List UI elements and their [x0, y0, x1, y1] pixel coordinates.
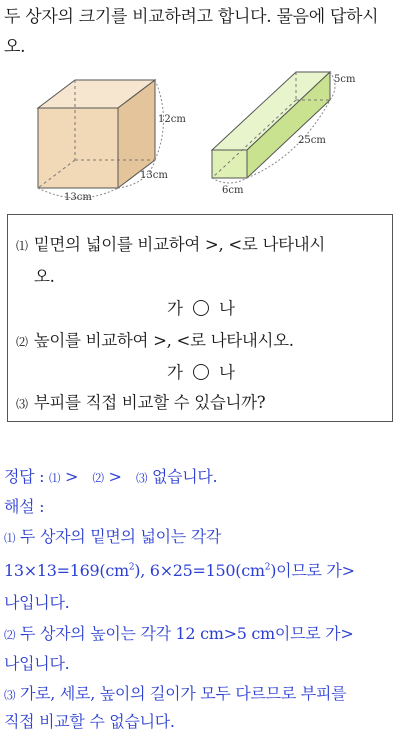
- explanation-1-sup-2: 2: [264, 562, 271, 573]
- box-b-width-label: 6cm: [222, 185, 244, 196]
- explanation-1-number: ⑴: [4, 531, 16, 545]
- answer-3: 없습니다.: [151, 467, 218, 486]
- question-2-left: 가: [167, 363, 183, 382]
- explanation-2-line-2: 나입니다.: [4, 654, 70, 673]
- explanation-2-text: 두 상자의 높이는 각각 12 cm>5 cm이므로 가>: [20, 624, 354, 643]
- answer-1: >: [65, 467, 79, 486]
- problem-line-2: 오.: [4, 37, 26, 57]
- box-a-width-label: 13cm: [64, 192, 92, 203]
- question-1: [16, 231, 325, 255]
- box-b: [212, 72, 356, 196]
- explanation-1-line-2: [4, 558, 400, 581]
- explanation-1-line-1: [4, 524, 400, 547]
- explanation-3-line-1: [4, 681, 400, 704]
- explanation-1-text: 두 상자의 밑면의 넓이는 각각: [20, 527, 222, 546]
- answer-1-number: ⑴: [49, 471, 61, 485]
- explanation-2-line-1: [4, 621, 400, 644]
- box-a-length-label: 13cm: [140, 170, 168, 181]
- question-1-number: ⑴: [16, 239, 28, 253]
- box-a: [38, 80, 186, 203]
- question-3-text: 부피를 직접 비교할 수 있습니까?: [33, 393, 266, 412]
- box-b-length-label: 25cm: [298, 135, 326, 146]
- answer-2-number: ⑵: [92, 471, 104, 485]
- explanation-1-sup-1: 2: [128, 562, 135, 573]
- question-3: [16, 389, 265, 413]
- explanation-3-number: ⑶: [4, 688, 16, 702]
- explanation-1-formula-b: ), 6×25=150(cm: [134, 561, 265, 580]
- question-2-compare: [8, 359, 394, 383]
- explanation-1-formula-a: 13×13=169(cm: [4, 561, 129, 580]
- explanation-label: 해설 :: [4, 497, 45, 516]
- answer-2: >: [108, 467, 122, 486]
- question-2-right: 나: [219, 363, 235, 382]
- answer-circle-1[interactable]: [193, 300, 209, 316]
- question-2-text: 높이를 비교하여 >, <로 나타내시오.: [33, 331, 294, 350]
- questions-box: [7, 214, 393, 422]
- box-a-depth-label: 12cm: [158, 114, 186, 125]
- boxes-figure: [0, 60, 400, 210]
- problem-statement: [4, 2, 396, 62]
- problem-line-1: 두 상자의 크기를 비교하려고 합니다. 물음에 답하시: [4, 7, 379, 27]
- explanation-3-text: 가로, 세로, 높이의 길이가 모두 다르므로 부피를: [20, 684, 347, 703]
- question-1-left: 가: [167, 299, 183, 318]
- question-1-right: 나: [219, 299, 235, 318]
- explanation-1-formula-c: )이므로 가>: [270, 561, 355, 580]
- question-3-number: ⑶: [16, 397, 28, 411]
- answer-label: 정답 :: [4, 467, 45, 486]
- explanation-1-line-3: 나입니다.: [4, 593, 70, 612]
- boxes-diagram: [0, 60, 400, 210]
- question-1-continuation: 오.: [34, 267, 55, 286]
- answer-line: [4, 464, 400, 487]
- explanation-2-number: ⑵: [4, 628, 16, 642]
- box-b-height-label: 5cm: [334, 74, 356, 85]
- question-2-number: ⑵: [16, 335, 28, 349]
- question-1-compare: [8, 295, 394, 319]
- answer-circle-2[interactable]: [193, 364, 209, 380]
- question-1-text: 밑면의 넓이를 비교하여 >, <로 나타내시: [33, 235, 326, 254]
- question-2: [16, 327, 294, 351]
- answer-3-number: ⑶: [135, 471, 148, 485]
- explanation-3-line-2: 직접 비교할 수 없습니다.: [4, 712, 175, 731]
